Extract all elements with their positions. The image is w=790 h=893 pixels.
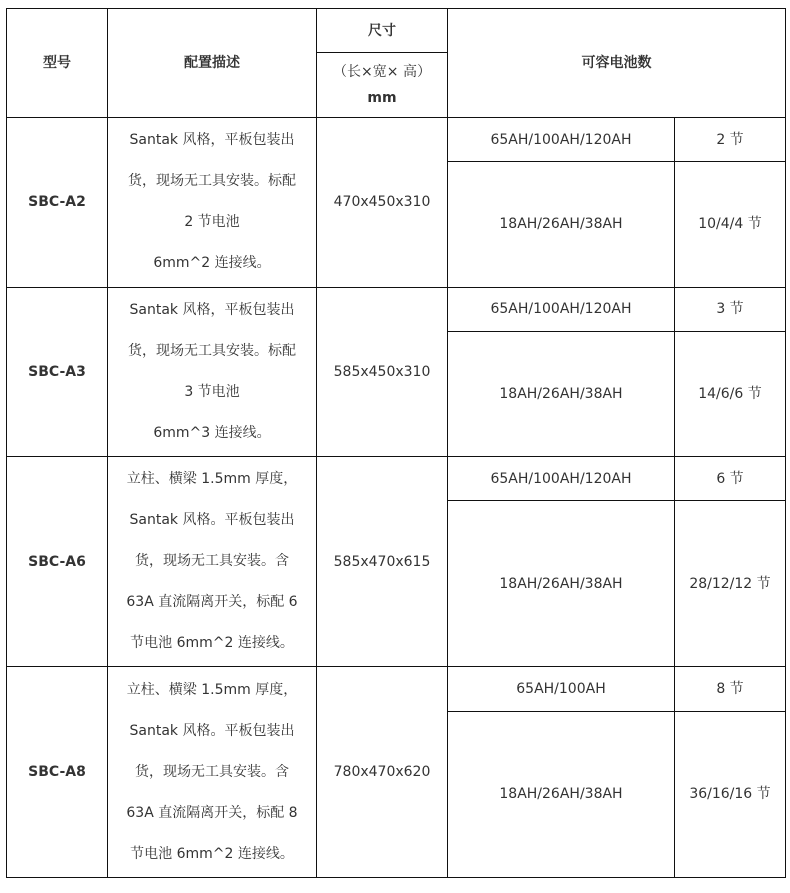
desc-line: 节电池 6mm^2 连接线。 — [130, 845, 294, 862]
size-unit-line2: mm — [367, 90, 397, 107]
battery-type-cell: 65AH/100AH/120AH — [448, 456, 675, 500]
desc-cell — [108, 118, 317, 287]
model-cell: SBC-A8 — [7, 667, 108, 878]
model-cell: SBC-A2 — [7, 118, 108, 287]
desc-line: Santak 风格。平板包装出 — [129, 512, 295, 529]
desc-line: 货，现场无工具安装。标配 — [128, 342, 296, 359]
size-unit-line1: （长×宽× 高） — [333, 64, 431, 81]
desc-line: 立柱、横梁 1.5mm 厚度， — [126, 471, 298, 488]
battery-count-cell: 28/12/12 节 — [675, 501, 786, 667]
table-row — [7, 667, 786, 711]
desc-line: Santak 风格。平板包装出 — [129, 722, 295, 739]
battery-count-cell: 10/4/4 节 — [675, 162, 786, 287]
desc-line: 货，现场无工具安装。标配 — [128, 173, 296, 190]
desc-cell — [108, 287, 317, 456]
desc-line: 63A 直流隔离开关，标配 6 — [126, 594, 298, 611]
battery-count-cell: 8 节 — [675, 667, 786, 711]
battery-count-cell: 3 节 — [675, 287, 786, 331]
desc-line: 63A 直流隔离开关，标配 8 — [126, 804, 298, 821]
battery-count-cell: 36/16/16 节 — [675, 711, 786, 877]
battery-type-cell: 18AH/26AH/38AH — [448, 711, 675, 877]
battery-count-cell: 14/6/6 节 — [675, 331, 786, 456]
desc-cell — [108, 456, 317, 666]
desc-line: 货，现场无工具安装。含 — [135, 763, 289, 780]
table-row — [7, 456, 786, 500]
desc-line: 货，现场无工具安装。含 — [135, 553, 289, 570]
desc-line: 立柱、横梁 1.5mm 厚度， — [126, 681, 298, 698]
header-config: 配置描述 — [108, 9, 317, 118]
model-cell: SBC-A6 — [7, 456, 108, 666]
battery-type-cell: 65AH/100AH/120AH — [448, 118, 675, 162]
desc-line: 6mm^3 连接线。 — [153, 424, 271, 441]
size-cell: 780x470x620 — [317, 667, 448, 878]
desc-line: Santak 风格，平板包装出 — [129, 132, 295, 149]
table-row — [7, 118, 786, 162]
battery-cabinet-spec-table — [6, 8, 786, 878]
desc-cell — [108, 667, 317, 878]
desc-line: 6mm^2 连接线。 — [153, 255, 271, 272]
header-row — [7, 9, 786, 53]
battery-count-cell: 6 节 — [675, 456, 786, 500]
battery-type-cell: 18AH/26AH/38AH — [448, 501, 675, 667]
size-cell: 585x470x615 — [317, 456, 448, 666]
battery-type-cell: 65AH/100AH/120AH — [448, 287, 675, 331]
battery-type-cell: 65AH/100AH — [448, 667, 675, 711]
size-cell: 470x450x310 — [317, 118, 448, 287]
battery-count-cell: 2 节 — [675, 118, 786, 162]
size-cell: 585x450x310 — [317, 287, 448, 456]
header-capacity: 可容电池数 — [448, 9, 786, 118]
desc-line: 节电池 6mm^2 连接线。 — [130, 635, 294, 652]
header-size: 尺寸 — [317, 9, 448, 53]
desc-line: Santak 风格，平板包装出 — [129, 301, 295, 318]
desc-line: 2 节电池 — [184, 214, 240, 231]
battery-type-cell: 18AH/26AH/38AH — [448, 162, 675, 287]
table-row — [7, 287, 786, 331]
battery-type-cell: 18AH/26AH/38AH — [448, 331, 675, 456]
model-cell: SBC-A3 — [7, 287, 108, 456]
header-size-unit — [317, 53, 448, 118]
desc-line: 3 节电池 — [184, 383, 240, 400]
header-model: 型号 — [7, 9, 108, 118]
